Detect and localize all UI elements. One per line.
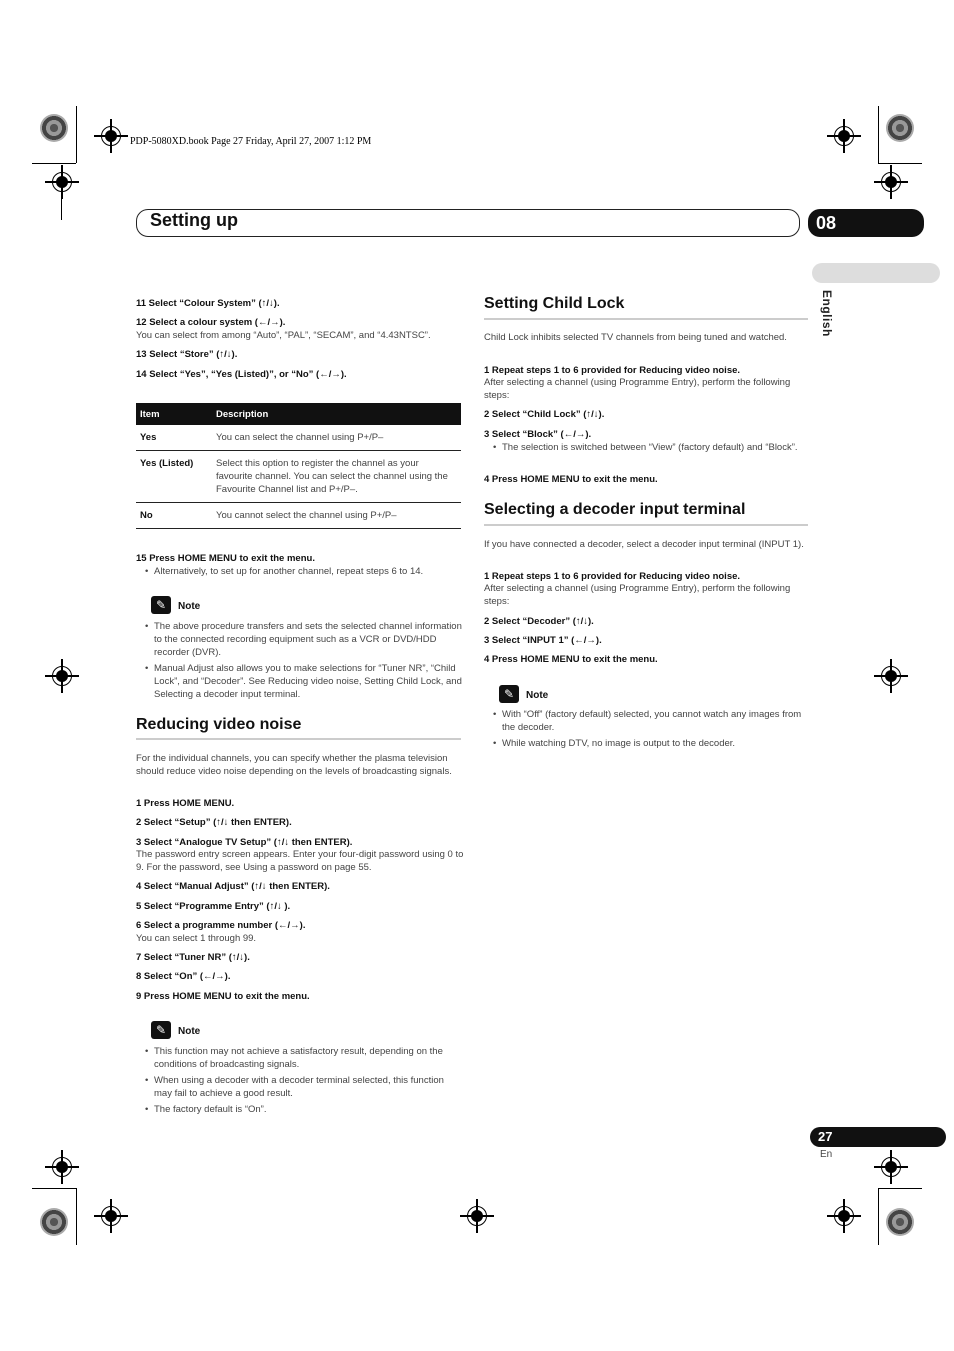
table-row bbox=[136, 451, 461, 503]
registration-target-icon bbox=[881, 172, 901, 192]
table-cell-item: Yes bbox=[136, 425, 212, 451]
note-bullet: • This function may not achieve a satisfactory result, depending on the conditions of broadcasting signals. bbox=[154, 1045, 462, 1071]
note-pencil-icon: ✎ bbox=[499, 685, 519, 703]
crop-mark bbox=[32, 163, 76, 164]
table-header-item: Item bbox=[136, 403, 212, 425]
crop-mark bbox=[32, 1188, 76, 1189]
page-language-code: En bbox=[820, 1149, 833, 1160]
step-1-body: After selecting a channel (using Programme Entry), perform the following steps: bbox=[484, 377, 791, 401]
note-bullet: • The factory default is “On”. bbox=[154, 1103, 462, 1116]
step-15-bullet: • Alternatively, to set up for another channel, repeat steps 6 to 14. bbox=[154, 565, 464, 578]
step-6-body: You can select 1 through 99. bbox=[136, 933, 257, 944]
table-row bbox=[136, 425, 461, 451]
step-3-body: The password entry screen appears. Enter your four-digit password using 0 to 9. For the password, see Using a password on page 55. bbox=[136, 849, 464, 873]
table-header-row bbox=[136, 403, 461, 425]
note-label: Note bbox=[178, 1026, 201, 1037]
registration-target-icon bbox=[52, 666, 72, 686]
note-bullet: • The above procedure transfers and sets the selected channel information to the connected recording equipment such as a VCR or DVD/HDD recorder (DVR). bbox=[154, 620, 462, 659]
step-2: 2 Select “Setup” (↑/↓ then ENTER). bbox=[136, 817, 292, 828]
book-info-line: PDP-5080XD.book Page 27 Friday, April 27, 2007 1:12 PM bbox=[130, 136, 372, 147]
step-2: 2 Select “Child Lock” (↑/↓). bbox=[484, 409, 605, 420]
registration-disc-icon bbox=[40, 1208, 68, 1236]
table-cell-item: Yes (Listed) bbox=[136, 451, 212, 503]
step-4: 4 Select “Manual Adjust” (↑/↓ then ENTER). bbox=[136, 881, 330, 892]
step-12: 12 Select a colour system (←/→). bbox=[136, 317, 286, 328]
step-5: 5 Select “Programme Entry” (↑/↓ ). bbox=[136, 901, 291, 912]
table-cell-description: You cannot select the channel using P+/P– bbox=[212, 503, 461, 529]
note-bullet: • When using a decoder with a decoder terminal selected, this function may fail to achieve a good result. bbox=[154, 1074, 462, 1100]
registration-target-icon bbox=[881, 1157, 901, 1177]
step-11: 11 Select “Colour System” (↑/↓). bbox=[136, 298, 280, 309]
page-number: 27 bbox=[810, 1127, 946, 1147]
note-label: Note bbox=[178, 601, 201, 612]
crop-mark bbox=[61, 190, 62, 220]
crop-mark bbox=[76, 1188, 77, 1245]
step-8: 8 Select “On” (←/→). bbox=[136, 971, 231, 982]
heading-rule bbox=[136, 738, 461, 740]
registration-target-icon bbox=[52, 172, 72, 192]
step-3: 3 Select “INPUT 1” (←/→). bbox=[484, 635, 602, 646]
table-header-description: Description bbox=[212, 403, 461, 425]
section-heading-setting-child-lock: Setting Child Lock bbox=[484, 295, 625, 312]
note-bullet: • Manual Adjust also allows you to make selections for “Tuner NR”, “Child Lock”, and “Decoder”. See Reducing video noise, Setting Child Lock, and Selecting a decoder input terminal. bbox=[154, 662, 462, 701]
registration-disc-icon bbox=[886, 114, 914, 142]
table-cell-description: You can select the channel using P+/P– bbox=[212, 425, 461, 451]
step-4: 4 Press HOME MENU to exit the menu. bbox=[484, 474, 658, 485]
step-1-body: After selecting a channel (using Programme Entry), perform the following steps: bbox=[484, 583, 791, 607]
step-2: 2 Select “Decoder” (↑/↓). bbox=[484, 616, 594, 627]
page-title: Setting up bbox=[150, 210, 238, 230]
chapter-number-badge: 08 bbox=[808, 209, 924, 237]
table-row bbox=[136, 503, 461, 529]
registration-disc-icon bbox=[886, 1208, 914, 1236]
registration-target-icon bbox=[881, 666, 901, 686]
table-cell-item: No bbox=[136, 503, 212, 529]
registration-target-icon bbox=[101, 1206, 121, 1226]
note-bullet: • With “Off” (factory default) selected, you cannot watch any images from the decoder. bbox=[502, 708, 802, 734]
registration-target-icon bbox=[52, 1157, 72, 1177]
step-1: 1 Repeat steps 1 to 6 provided for Reducing video noise. bbox=[484, 571, 741, 582]
step-9: 9 Press HOME MENU to exit the menu. bbox=[136, 991, 310, 1002]
heading-rule bbox=[484, 318, 808, 320]
language-label: English bbox=[820, 290, 834, 337]
heading-rule bbox=[484, 524, 808, 526]
note-bullet: • While watching DTV, no image is output to the decoder. bbox=[502, 737, 802, 750]
registration-target-icon bbox=[101, 126, 121, 146]
section-intro: For the individual channels, you can specify whether the plasma television should reduce video noise depending on the levels of broadcasting signals. bbox=[136, 753, 452, 777]
section-intro: If you have connected a decoder, select a decoder input terminal (INPUT 1). bbox=[484, 539, 804, 550]
crop-mark bbox=[76, 106, 77, 163]
options-table bbox=[136, 403, 461, 529]
crop-mark bbox=[878, 106, 879, 163]
step-13: 13 Select “Store” (↑/↓). bbox=[136, 349, 238, 360]
crop-mark bbox=[878, 163, 922, 164]
registration-target-icon bbox=[834, 126, 854, 146]
section-intro: Child Lock inhibits selected TV channels from being tuned and watched. bbox=[484, 332, 787, 343]
step-1: 1 Press HOME MENU. bbox=[136, 798, 235, 809]
step-6: 6 Select a programme number (←/→). bbox=[136, 920, 306, 931]
registration-target-icon bbox=[834, 1206, 854, 1226]
step-12-body: You can select from among “Auto”, “PAL”, “SECAM”, and “4.43NTSC”. bbox=[136, 330, 431, 341]
registration-disc-icon bbox=[40, 114, 68, 142]
step-14: 14 Select “Yes”, “Yes (Listed)”, or “No” (←/→). bbox=[136, 369, 347, 380]
step-3: 3 Select “Block” (←/→). bbox=[484, 429, 592, 440]
crop-mark bbox=[878, 1188, 922, 1189]
crop-mark bbox=[878, 1188, 879, 1245]
table-cell-description: Select this option to register the channel as your favourite channel. You can select the channel using the Favourite Channel list and P+/P–. bbox=[212, 451, 461, 503]
step-3: 3 Select “Analogue TV Setup” (↑/↓ then ENTER). bbox=[136, 837, 353, 848]
language-tab bbox=[812, 263, 940, 283]
step-7: 7 Select “Tuner NR” (↑/↓). bbox=[136, 952, 250, 963]
section-heading-selecting-decoder: Selecting a decoder input terminal bbox=[484, 501, 746, 518]
step-1: 1 Repeat steps 1 to 6 provided for Reducing video noise. bbox=[484, 365, 741, 376]
registration-target-icon bbox=[467, 1206, 487, 1226]
note-label: Note bbox=[526, 690, 549, 701]
note-pencil-icon: ✎ bbox=[151, 596, 171, 614]
step-15: 15 Press HOME MENU to exit the menu. bbox=[136, 553, 315, 564]
note-pencil-icon: ✎ bbox=[151, 1021, 171, 1039]
section-heading-reducing-video-noise: Reducing video noise bbox=[136, 716, 302, 733]
step-4: 4 Press HOME MENU to exit the menu. bbox=[484, 654, 658, 665]
step-3-bullet: • The selection is switched between “View” (factory default) and “Block”. bbox=[502, 441, 808, 454]
